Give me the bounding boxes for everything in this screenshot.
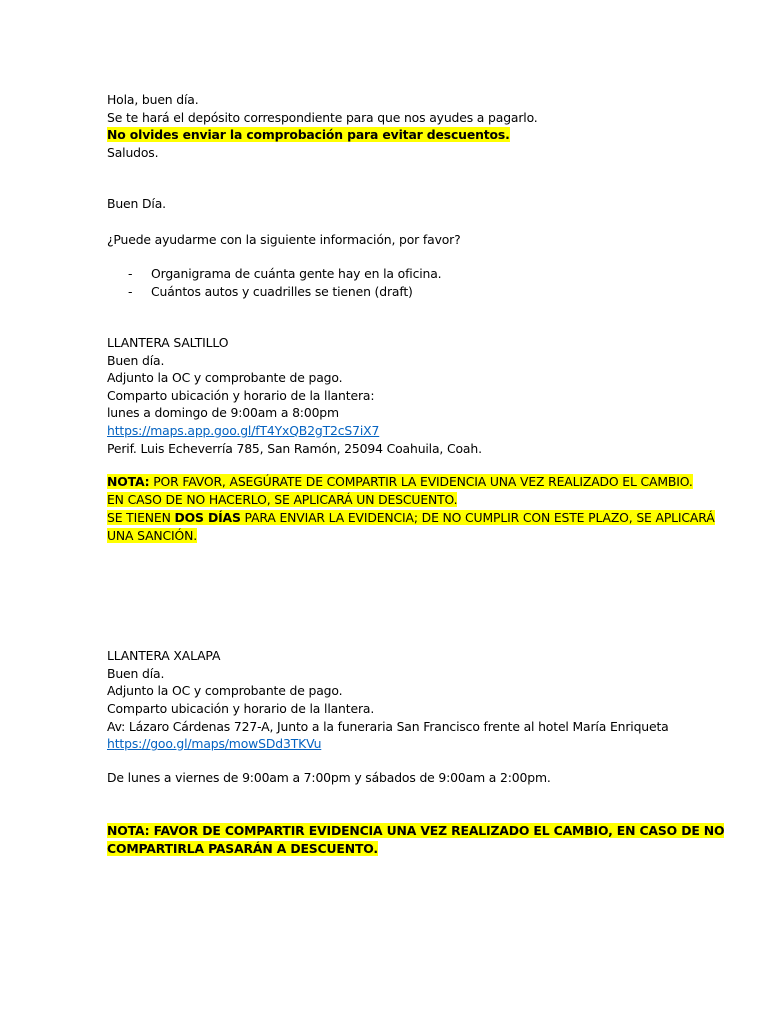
saltillo-note-text-4: UNA SANCIÓN.	[107, 528, 198, 543]
saltillo-map-link[interactable]: https://maps.app.goo.gl/fT4YxQB2gT2cS7iX7	[107, 423, 380, 438]
xalapa-greeting: Buen día.	[107, 666, 165, 681]
saltillo-map-line	[107, 422, 379, 439]
xalapa-note-text-2: COMPARTIRLA PASARÁN A DESCUENTO.	[107, 841, 378, 856]
saltillo-title: LLANTERA SALTILLO	[107, 335, 229, 350]
xalapa-title: LLANTERA XALAPA	[107, 648, 221, 663]
block1-reminder	[107, 126, 510, 143]
block2-greeting: Buen Día.	[107, 196, 166, 211]
bullet-item: Cuántos autos y cuadrilles se tienen (draft)	[151, 284, 413, 299]
saltillo-greeting: Buen día.	[107, 353, 165, 368]
saltillo-note-label: NOTA:	[107, 474, 150, 489]
saltillo-note-deadline: DOS DÍAS	[174, 510, 241, 525]
xalapa-oc-line: Adjunto la OC y comprobante de pago.	[107, 683, 343, 698]
saltillo-note-line-1	[107, 473, 693, 490]
xalapa-share-line: Comparto ubicación y horario de la llantera.	[107, 701, 375, 716]
xalapa-note-line-1	[107, 822, 724, 839]
xalapa-map-line	[107, 735, 321, 752]
saltillo-note-line-2	[107, 491, 457, 508]
xalapa-note-line-2	[107, 840, 378, 857]
xalapa-address: Av: Lázaro Cárdenas 727-A, Junto a la funeraria San Francisco frente al hotel María Enriqueta	[107, 719, 669, 734]
xalapa-note-text-1: NOTA: FAVOR DE COMPARTIR EVIDENCIA UNA VEZ REALIZADO EL CAMBIO, EN CASO DE NO	[107, 823, 725, 838]
block1-deposit-line: Se te hará el depósito correspondiente para que nos ayudes a pagarlo.	[107, 110, 538, 125]
block2-question: ¿Puede ayudarme con la siguiente información, por favor?	[107, 232, 461, 247]
bullet-marker: -	[128, 266, 133, 281]
block1-closing: Saludos.	[107, 145, 159, 160]
xalapa-hours: De lunes a viernes de 9:00am a 7:00pm y sábados de 9:00am a 2:00pm.	[107, 770, 551, 785]
saltillo-oc-line: Adjunto la OC y comprobante de pago.	[107, 370, 343, 385]
saltillo-address: Perif. Luis Echeverría 785, San Ramón, 25094 Coahuila, Coah.	[107, 441, 482, 456]
saltillo-note-text-3a: SE TIENEN	[107, 510, 175, 525]
saltillo-note-text-1: POR FAVOR, ASEGÚRATE DE COMPARTIR LA EVIDENCIA UNA VEZ REALIZADO EL CAMBIO.	[149, 474, 693, 489]
bullet-marker: -	[128, 284, 133, 299]
saltillo-note-line-4	[107, 527, 197, 544]
bullet-item: Organigrama de cuánta gente hay en la oficina.	[151, 266, 442, 281]
saltillo-hours: lunes a domingo de 9:00am a 8:00pm	[107, 405, 339, 420]
saltillo-share-line: Comparto ubicación y horario de la llantera:	[107, 388, 375, 403]
block1-greeting: Hola, buen día.	[107, 92, 199, 107]
xalapa-map-link[interactable]: https://goo.gl/maps/mowSDd3TKVu	[107, 736, 322, 751]
saltillo-note-text-3b: PARA ENVIAR LA EVIDENCIA; DE NO CUMPLIR CON ESTE PLAZO, SE APLICARÁ	[240, 510, 715, 525]
saltillo-note-text-2: EN CASO DE NO HACERLO, SE APLICARÁ UN DESCUENTO.	[107, 492, 458, 507]
saltillo-note-line-3	[107, 509, 715, 526]
block1-reminder-text: No olvides enviar la comprobación para evitar descuentos.	[107, 127, 510, 142]
